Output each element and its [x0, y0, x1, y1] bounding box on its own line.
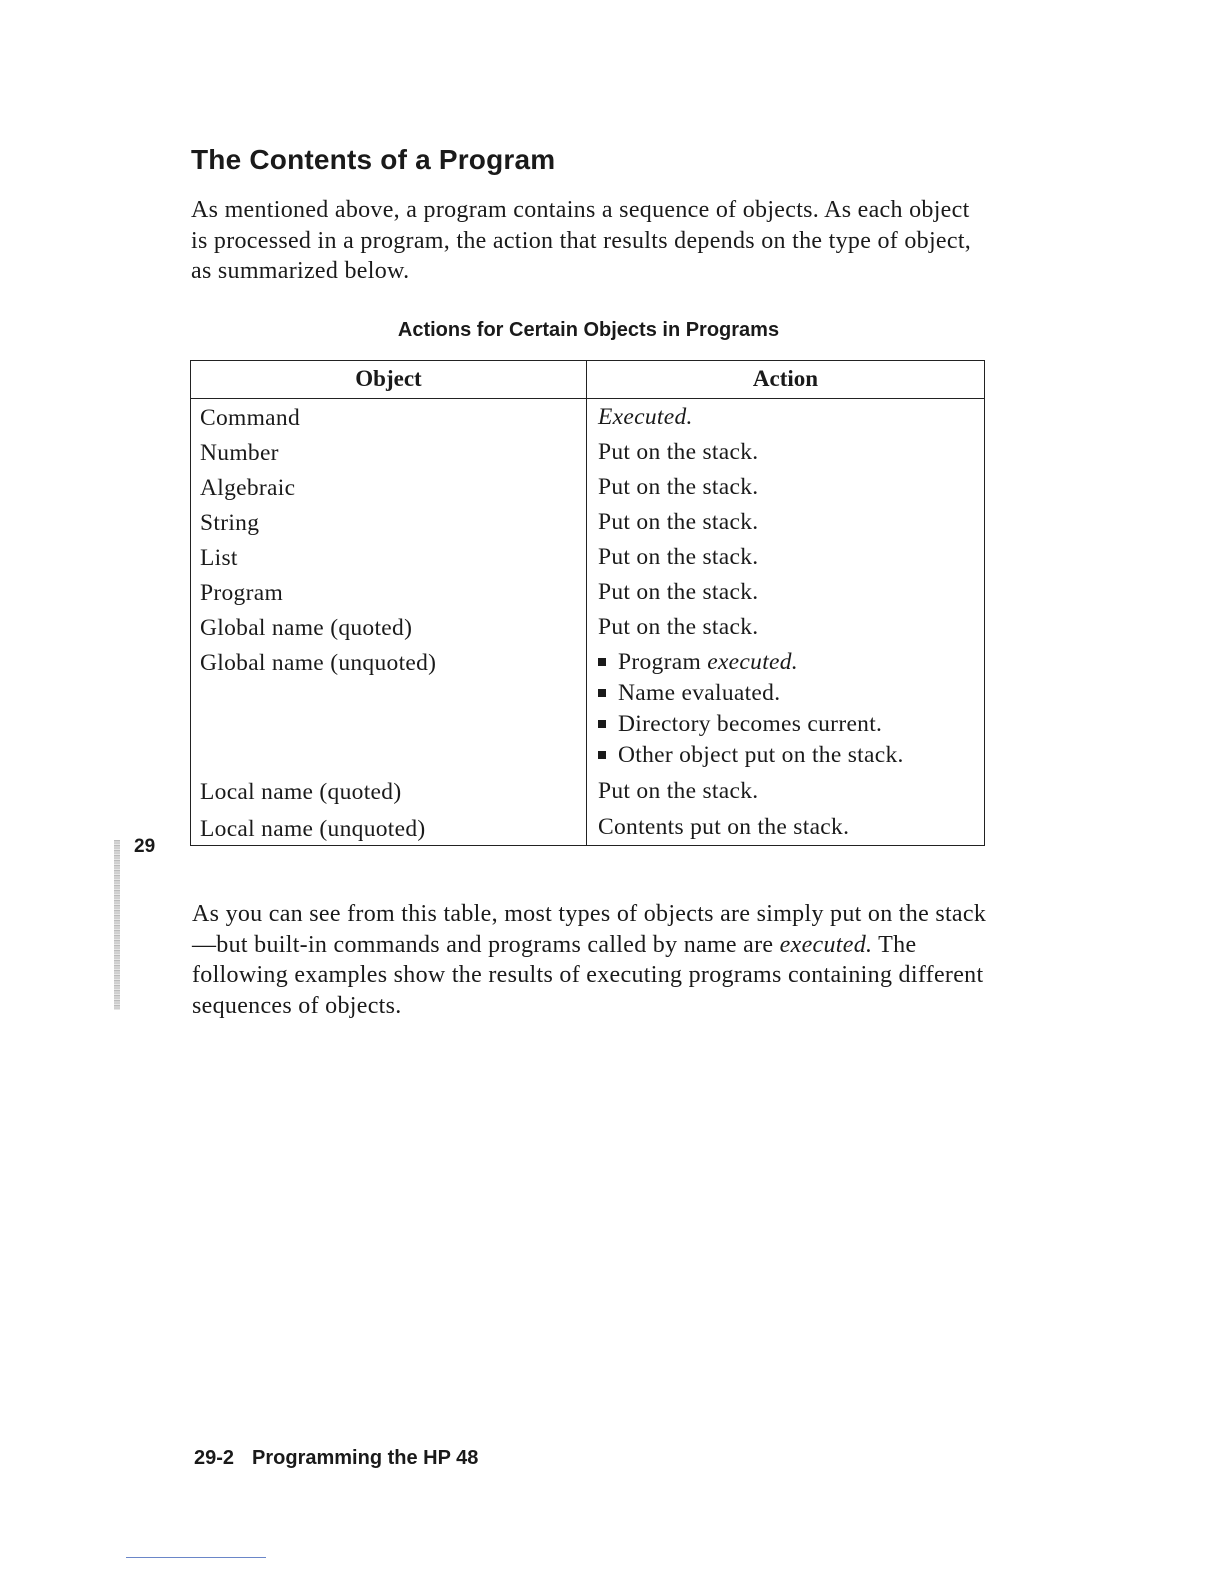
section-title: The Contents of a Program — [191, 144, 556, 175]
action-cell: Put on the stack. — [598, 579, 759, 605]
object-cell: Global name (quoted) — [200, 615, 413, 641]
square-bullet-icon — [598, 751, 606, 759]
closing-paragraph — [192, 899, 992, 1021]
object-cell: Local name (unquoted) — [200, 816, 426, 842]
footer-page-number: 29-2 — [194, 1447, 235, 1469]
object-cell: Global name (unquoted) — [200, 650, 437, 676]
header-action: Action — [752, 366, 819, 391]
bullet-text: Name evaluated. — [618, 680, 781, 706]
closing-text-part1: As you can see from this table, most types of objects are simply put on the stack—but built-in commands and programs called by name are — [192, 901, 987, 958]
action-cell: Put on the stack. — [598, 474, 759, 500]
square-bullet-icon — [598, 689, 606, 697]
object-cell: Local name (quoted) — [200, 779, 402, 805]
closing-text-part2: The following examples show the results of executing programs containing different sequences of objects. — [192, 931, 984, 1019]
bullet-emphasis: executed. — [707, 649, 798, 675]
action-cell: Put on the stack. — [598, 439, 759, 465]
table-header-row — [191, 361, 984, 399]
action-bullet-item — [598, 711, 882, 738]
table-caption: Actions for Certain Objects in Programs — [397, 319, 780, 341]
object-cell: Program — [200, 580, 284, 606]
footer-book-title: Programming the HP 48 — [252, 1447, 479, 1469]
action-bullet-item — [598, 649, 798, 676]
action-cell: Executed. — [598, 404, 693, 430]
action-cell: Put on the stack. — [598, 544, 759, 570]
header-object: Object — [355, 366, 422, 391]
closing-emphasis: executed. — [779, 931, 873, 958]
actions-table — [190, 360, 985, 846]
square-bullet-icon — [598, 720, 606, 728]
page-footer — [194, 1447, 478, 1470]
action-bullet-item — [598, 742, 904, 769]
object-cell: String — [200, 510, 260, 536]
action-cell: Put on the stack. — [598, 614, 759, 640]
object-cell: Algebraic — [200, 475, 296, 501]
chapter-tab-marker — [114, 840, 120, 1010]
action-cell: Put on the stack. — [598, 778, 759, 804]
action-cell: Contents put on the stack. — [598, 814, 850, 840]
object-cell: Command — [200, 405, 301, 431]
chapter-tab-number: 29 — [134, 836, 156, 857]
object-cell: Number — [200, 440, 279, 466]
bullet-text: Directory becomes current. — [618, 711, 883, 737]
intro-paragraph: As mentioned above, a program contains a sequence of objects. As each object is processed in a program, the action that results depends on the type of object, as summarized below. — [191, 197, 972, 284]
action-bullet-item — [598, 680, 780, 707]
object-cell: List — [200, 545, 238, 571]
square-bullet-icon — [598, 658, 606, 666]
column-divider — [586, 361, 587, 845]
bottom-rule — [126, 1557, 266, 1558]
action-cell: Put on the stack. — [598, 509, 759, 535]
bullet-text: Other object put on the stack. — [618, 742, 904, 768]
bullet-text: Program — [618, 649, 708, 675]
